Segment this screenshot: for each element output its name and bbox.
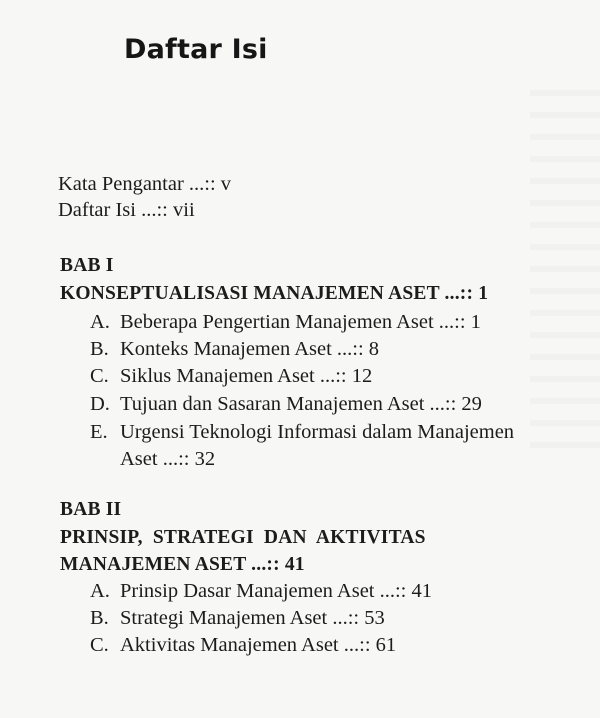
chapter-2-item-b [90, 605, 385, 631]
item-letter: C. [90, 365, 109, 387]
toc-entry-daftar-isi: Daftar Isi ...:: vii [58, 199, 195, 221]
item-text: Urgensi Teknologi Informasi dalam Manajemen [120, 421, 515, 443]
item-letter: C. [90, 634, 109, 656]
chapter-1-heading: KONSEPTUALISASI MANAJEMEN ASET ...:: 1 [60, 283, 489, 304]
chapter-2-item-c [90, 632, 396, 658]
item-letter: B. [90, 338, 109, 360]
item-text: Beberapa Pengertian Manajemen Aset ...:: 1 [120, 311, 481, 333]
chapter-1-item-c [90, 363, 372, 389]
item-letter: E. [90, 421, 108, 443]
chapter-2-heading-line-1: PRINSIP, STRATEGI DAN AKTIVITAS [60, 527, 426, 548]
chapter-1-item-a [90, 309, 481, 335]
chapter-1-item-d [90, 391, 482, 417]
chapter-1-item-e [90, 419, 514, 445]
toc-entry-kata-pengantar: Kata Pengantar ...:: v [58, 173, 232, 195]
item-text: Konteks Manajemen Aset ...:: 8 [120, 338, 380, 360]
chapter-1-item-b [90, 336, 379, 362]
bleed-through-artifact [530, 90, 600, 450]
item-letter: A. [90, 311, 110, 333]
item-text: Siklus Manajemen Aset ...:: 12 [120, 365, 373, 387]
chapter-1-item-e-continuation: Aset ...:: 32 [120, 448, 216, 470]
item-letter: D. [90, 393, 110, 415]
chapter-1-label: BAB I [60, 255, 114, 276]
item-letter: A. [90, 580, 110, 602]
item-text: Strategi Manajemen Aset ...:: 53 [120, 607, 385, 629]
page-title: Daftar Isi [124, 34, 268, 65]
item-text: Prinsip Dasar Manajemen Aset ...:: 41 [120, 580, 433, 602]
item-text: Tujuan dan Sasaran Manajemen Aset ...:: 29 [120, 393, 482, 415]
chapter-2-item-a [90, 578, 432, 604]
item-letter: B. [90, 607, 109, 629]
item-text: Aktivitas Manajemen Aset ...:: 61 [120, 634, 397, 656]
chapter-2-label: BAB II [60, 499, 122, 520]
chapter-2-heading-line-2: MANAJEMEN ASET ...:: 41 [60, 554, 305, 575]
